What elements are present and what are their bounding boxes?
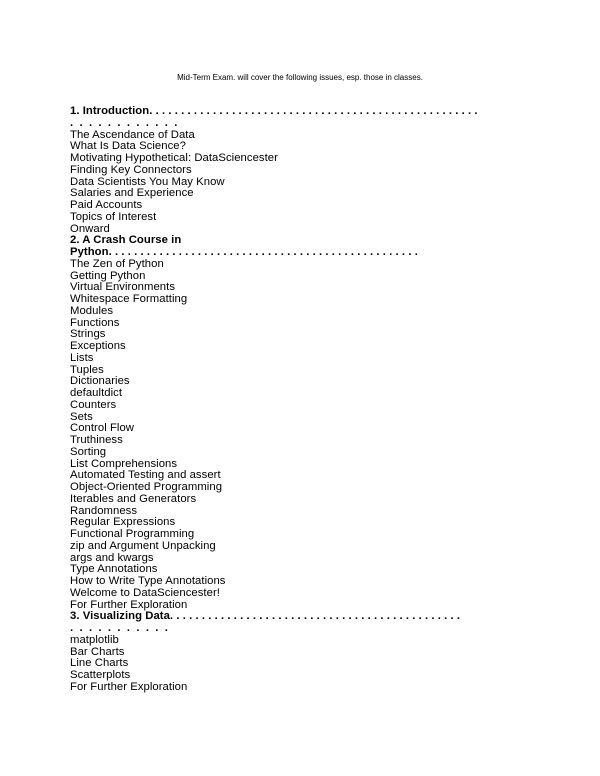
section-item: Motivating Hypothetical: DataSciencester <box>70 153 278 164</box>
section-item: args and kwargs <box>70 552 154 564</box>
section-item: Counters <box>70 399 117 411</box>
section-item: Object-Oriented Programming <box>70 482 223 493</box>
chapter-heading: 1. Introduction. . . . . . . . . . . . . . . . . . . . . . . . . . . . . . . . . . . . . . . . . . . . . . . . . . . . <box>70 106 478 117</box>
table-of-contents <box>70 106 540 694</box>
section-item: Regular Expressions <box>70 517 176 529</box>
section-item: Sorting <box>70 446 107 458</box>
section-item: For Further Exploration <box>70 681 188 693</box>
section-item: Functional Programming <box>70 529 195 540</box>
section-item: Paid Accounts <box>70 200 143 211</box>
section-item: Bar Charts <box>70 646 125 658</box>
section-item: Line Charts <box>70 658 129 670</box>
section-item: Sets <box>70 411 93 423</box>
section-item: zip and Argument Unpacking <box>70 540 216 552</box>
section-item: Lists <box>70 352 94 364</box>
section-item: Dictionaries <box>70 376 130 388</box>
chapter-heading: Python. . . . . . . . . . . . . . . . . . . . . . . . . . . . . . . . . . . . . . . . . . . . . . . . . <box>70 247 418 258</box>
section-item: Topics of Interest <box>70 211 157 223</box>
section-item: How to Write Type Annotations <box>70 576 226 587</box>
section-item: Control Flow <box>70 423 135 435</box>
section-item: The Ascendance of Data <box>70 129 195 141</box>
leader-dots: . . . . . . . . . . . <box>70 623 170 634</box>
section-item: Virtual Environments <box>70 282 176 294</box>
section-item: The Zen of Python <box>70 258 164 270</box>
section-item: defaultdict <box>70 388 123 399</box>
section-item: List Comprehensions <box>70 458 178 470</box>
section-item: Iterables and Generators <box>70 493 197 505</box>
section-item: Welcome to DataSciencester! <box>70 587 220 599</box>
section-item: Strings <box>70 329 106 341</box>
section-item: Randomness <box>70 505 138 517</box>
chapter-heading: 3. Visualizing Data. . . . . . . . . . . . . . . . . . . . . . . . . . . . . . . . . . . . . . . . . . . . . . <box>70 611 461 623</box>
section-item: Modules <box>70 305 114 317</box>
section-item: Tuples <box>70 364 104 376</box>
section-item: Whitespace Formatting <box>70 294 188 305</box>
section-item: Truthiness <box>70 435 123 446</box>
section-item: Getting Python <box>70 270 146 282</box>
section-item: Data Scientists You May Know <box>70 176 225 188</box>
section-item: Scatterplots <box>70 670 131 681</box>
leader-dots: . . . . . . . . . . . . <box>70 117 179 129</box>
section-item: Finding Key Connectors <box>70 164 192 176</box>
section-item: For Further Exploration <box>70 599 188 611</box>
section-item: Functions <box>70 317 120 329</box>
section-item: Onward <box>70 223 110 235</box>
section-item: Automated Testing and assert <box>70 470 221 482</box>
section-item: Exceptions <box>70 341 126 352</box>
section-item: Type Annotations <box>70 564 158 576</box>
section-item: matplotlib <box>70 634 119 646</box>
section-item: Salaries and Experience <box>70 188 194 200</box>
section-item: What Is Data Science? <box>70 141 186 153</box>
exam-note: Mid-Term Exam. will cover the following issues, esp. those in classes. <box>177 73 423 82</box>
chapter-heading: 2. A Crash Course in <box>70 235 182 247</box>
